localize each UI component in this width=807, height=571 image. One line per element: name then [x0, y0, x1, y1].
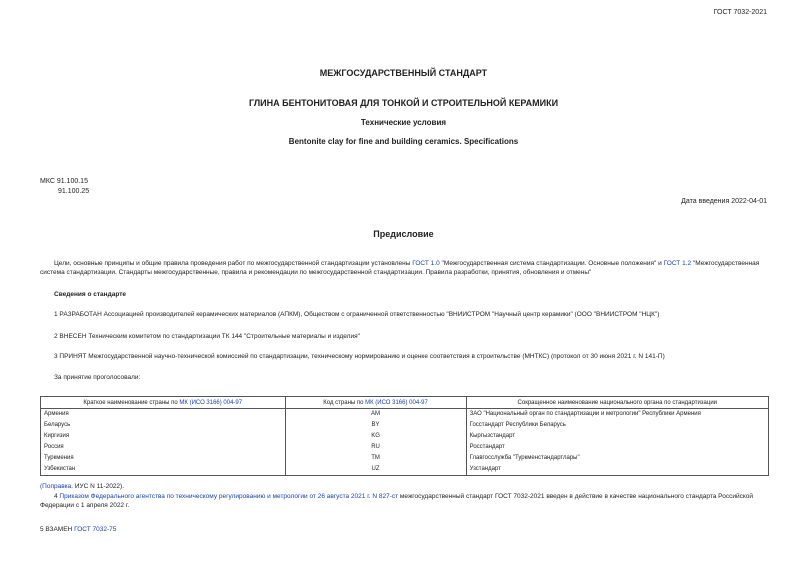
- mk-iso-link-1[interactable]: МК (ИСО 3166) 004-97: [179, 399, 243, 406]
- mk-iso-link-2[interactable]: МК (ИСО 3166) 004-97: [365, 399, 428, 406]
- document-title: ГЛИНА БЕНТОНИТОВАЯ ДЛЯ ТОНКОЙ И СТРОИТЕЛЬНОЙ КЕРАМИКИ: [248, 98, 559, 108]
- national-body-cell: ЗАО "Национальный орган по стандартизации и метрологии" Республики Армения: [466, 409, 768, 421]
- country-name-cell: Россия: [41, 442, 286, 453]
- submitted-by-paragraph: 2 ВНЕСЕН Техническим комитетом по стандартизации ТК 144 "Строительные материалы и изделия": [54, 333, 360, 340]
- national-body-cell: Росстандарт: [466, 442, 768, 453]
- table-row: [41, 464, 769, 476]
- header-country-code-text: Код страны по: [323, 399, 366, 406]
- country-code-cell: KG: [285, 431, 466, 442]
- country-name-cell: Туркмения: [41, 453, 286, 464]
- voting-states-table: [40, 396, 769, 476]
- table-row: [41, 453, 769, 464]
- adopted-by-paragraph: 3 ПРИНЯТ Межгосударственной научно-технической комиссией по стандартизации, техническому нормированию и оценке соответствия в строительстве (МНТКС) (протокол от 30 июня 2021 г. N 141-П): [54, 353, 665, 360]
- introduction-date: Дата введения 2022-04-01: [681, 198, 767, 205]
- country-code-cell: AM: [285, 409, 466, 421]
- gost-7032-75-link[interactable]: ГОСТ 7032-75: [74, 526, 117, 533]
- developed-by-paragraph: 1 РАЗРАБОТАН Ассоциацией производителей керамических материалов (АПКМ), Обществом с ограниченной ответственностью "ВНИИСТРОМ "Научный центр керамики" (ООО "ВНИИСТРОМ "НЦК"): [54, 311, 660, 318]
- country-code-cell: UZ: [285, 464, 466, 476]
- country-name-cell: Узбекистан: [41, 464, 286, 476]
- order-text: межгосударственный стандарт ГОСТ 7032-2021 введен в действие в качестве национального стандарта Российской Федерации с 1 апреля 2022 г.: [40, 493, 754, 509]
- mks-code-2: 91.100.25: [58, 188, 90, 195]
- amendment-note: [40, 482, 770, 491]
- standard-info-heading: Сведения о стандарте: [54, 291, 127, 298]
- preface-paragraph: [40, 259, 770, 277]
- country-name-cell: Киргизия: [41, 431, 286, 442]
- preface-heading: Предисловие: [373, 229, 434, 239]
- table-header-row: [41, 397, 769, 409]
- replaces-prefix: 5 ВЗАМЕН: [40, 526, 75, 533]
- preface-text-a: Цели, основные принципы и общие правила проведения работ по межгосударственной стандартизации установлены: [54, 260, 413, 267]
- country-code-cell: TM: [285, 453, 466, 464]
- country-code-cell: BY: [285, 420, 466, 431]
- document-title-english: Bentonite clay for fine and building ceramics. Specifications: [288, 137, 519, 146]
- table-row: [41, 420, 769, 431]
- national-body-cell: Узстандарт: [466, 464, 768, 476]
- document-code: ГОСТ 7032-2021: [713, 9, 767, 16]
- national-body-cell: Кыргызстандарт: [466, 431, 768, 442]
- mks-codes: [40, 177, 89, 197]
- country-name-cell: Армения: [41, 409, 286, 421]
- gost-1-0-link[interactable]: ГОСТ 1.0: [412, 260, 440, 267]
- voted-for-paragraph: За принятие проголосовали:: [54, 374, 141, 381]
- header-national-body: Сокращенное наименование национального органа по стандартизации: [466, 397, 768, 409]
- header-country-name: [41, 397, 286, 409]
- preface-text-b: "Межгосударственная система стандартизации. Основные положения" и: [439, 260, 664, 267]
- amendment-link[interactable]: (Поправка.: [40, 483, 74, 490]
- table-row: [41, 442, 769, 453]
- mks-code-1: МКС 91.100.15: [40, 178, 88, 185]
- country-name-cell: Беларусь: [41, 420, 286, 431]
- preface-text-c: "Межгосударственная система стандартизации. Стандарты межгосударственные, правила и рекомендации по межгосударственной стандартизации. Правила разработки, принятия, обновления и отмены": [40, 260, 760, 276]
- gost-1-2-link[interactable]: ГОСТ 1.2: [663, 260, 692, 267]
- national-body-cell: Главгосслужба "Туркменстандартлары": [466, 453, 768, 464]
- order-link[interactable]: Приказом Федерального агентства по техническому регулированию и метрологии от 26 августа 2021 г. N 827-ст: [59, 493, 399, 500]
- country-code-cell: RU: [285, 442, 466, 453]
- national-body-cell: Госстандарт Республики Беларусь: [466, 420, 768, 431]
- amendment-text: ИУС N 11-2022).: [73, 483, 125, 490]
- standard-type-heading: МЕЖГОСУДАРСТВЕННЫЙ СТАНДАРТ: [319, 68, 488, 78]
- table-row: [41, 409, 769, 421]
- header-country-code: [285, 397, 466, 409]
- order-paragraph: [40, 492, 770, 510]
- table-row: [41, 431, 769, 442]
- document-subtitle: Технические условия: [360, 118, 447, 127]
- replaces-paragraph: [40, 525, 770, 534]
- order-prefix: 4: [54, 493, 60, 500]
- header-country-name-text: Краткое наименование страны по: [83, 399, 180, 406]
